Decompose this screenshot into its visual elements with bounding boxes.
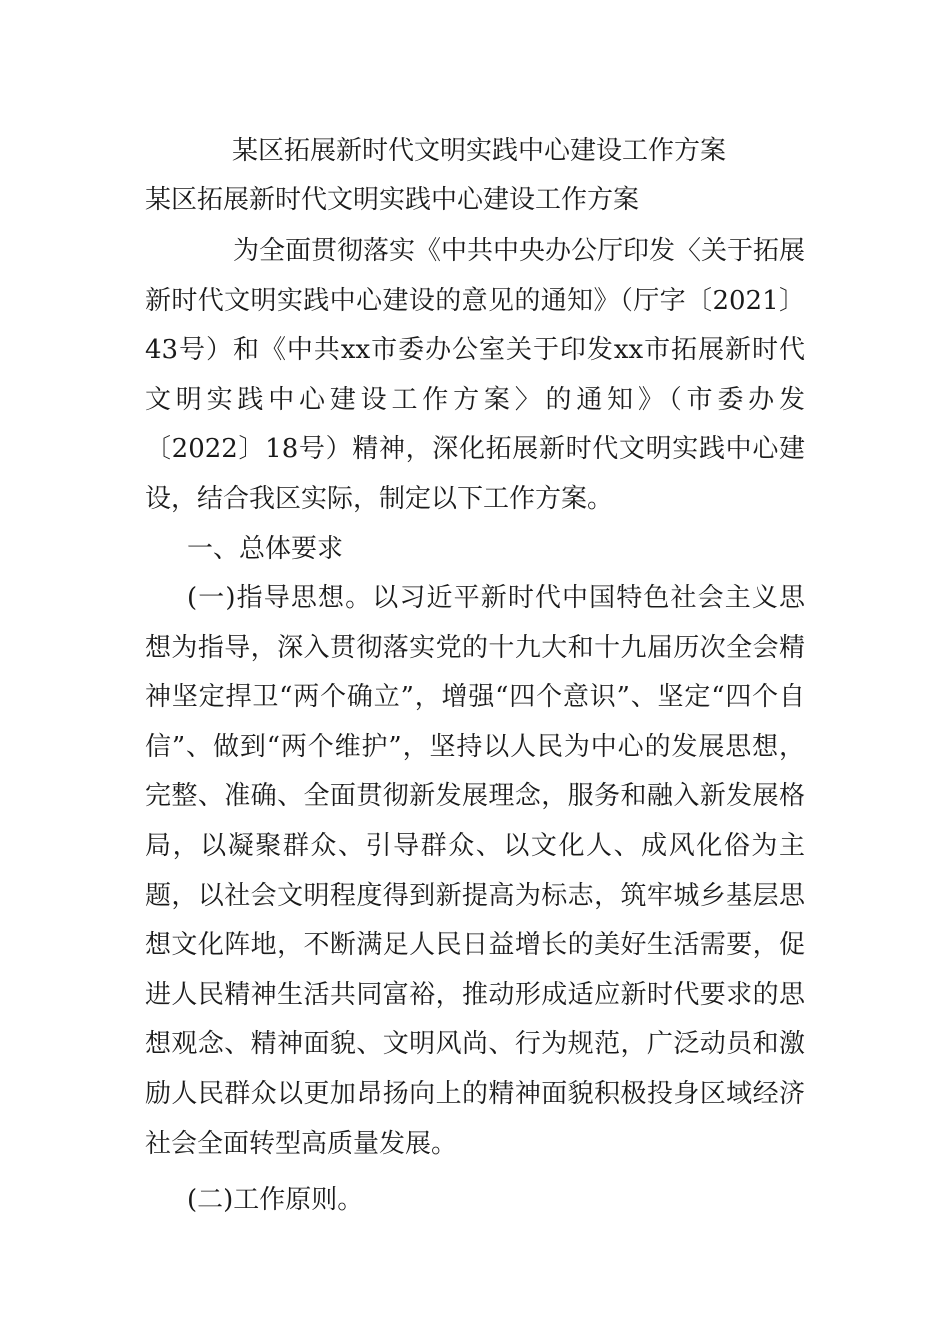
subsection-heading-work-principles: (二)工作原则。 xyxy=(187,1185,364,1215)
document-title: 某区拓展新时代文明实践中心建设工作方案 xyxy=(232,136,727,166)
guiding-ideology-paragraph: (一)指导思想。以习近平新时代中国特色社会主义思想为指导，深入贯彻落实党的十九大和十九届历次全会精神坚定捍卫“两个确立”，增强“四个意识”、坚定“四个自信”、做到“两个维护”，坚持以人民为中心的发展思想，完整、准确、全面贯彻新发展理念，服务和融入新发展格局，以凝聚群众、引导群众、以文化人、成风化俗为主题，以社会文明程度得到新提高为标志，筑牢城乡基层思想文化阵地，不断满足人民日益增长的美好生活需要，促进人民精神生活共同富裕，推动形成适应新时代要求的思想观念、精神面貌、文明风尚、行为规范，广泛动员和激励人民群众以更加昂扬向上的精神面貌积极投身区域经济社会全面转型高质量发展。 xyxy=(145,583,805,1159)
intro-paragraph: 为全面贯彻落实《中共中央办公厅印发〈关于拓展新时代文明实践中心建设的意见的通知》（厅字〔2021〕43号）和《中共xx市委办公室关于印发xx市拓展新时代文明实践中心建设工作方案〉的通知》（市委办发〔2022〕18号）精神，深化拓展新时代文明实践中心建设，结合我区实际，制定以下工作方案。 xyxy=(145,236,806,514)
section-heading-general-requirements: 一、总体要求 xyxy=(187,534,344,564)
document-subtitle: 某区拓展新时代文明实践中心建设工作方案 xyxy=(145,185,640,215)
